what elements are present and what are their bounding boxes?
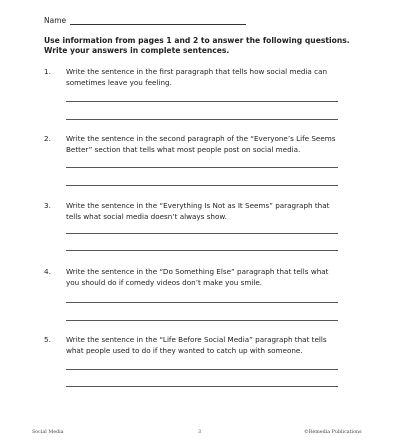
question-1 [44,66,344,88]
instructions-line-1: Use information from pages 1 and 2 to answer the following questions. [44,36,350,45]
answer-line-2b[interactable] [66,185,338,186]
question-text-line-1: Write the sentence in the “Everything Is Not as It Seems” paragraph that [66,201,330,210]
answer-line-5a[interactable] [66,369,338,370]
question-text-line-2: Better” section that tells what most people post on social media. [66,145,301,154]
page-number: 3 [198,430,202,435]
question-text-line-1: Write the sentence in the first paragraph that tells how social media can [66,67,328,76]
answer-line-5b[interactable] [66,386,338,387]
footer-title: Social Media [32,430,64,435]
question-number: 5. [44,335,51,344]
question-number: 4. [44,267,51,276]
question-2 [44,133,344,155]
answer-line-3a[interactable] [66,233,338,234]
question-text [66,66,352,88]
question-number: 1. [44,67,51,76]
footer-publisher: ©Remedia Publications [304,430,362,435]
instructions [44,36,364,56]
question-4 [44,266,344,288]
answer-line-4b[interactable] [66,320,338,321]
question-text [66,334,352,356]
question-text [66,133,352,155]
name-blank-line[interactable] [70,16,246,25]
question-text-line-2: sometimes leave you feeling. [66,78,172,87]
answer-line-1b[interactable] [66,119,338,120]
question-3 [44,200,344,222]
instructions-line-2: Write your answers in complete sentences. [44,46,230,55]
question-text [66,200,352,222]
question-text-line-1: Write the sentence in the “Do Something Else” paragraph that tells what [66,267,329,276]
question-text-line-2: what people used to do if they wanted to catch up with someone. [66,346,303,355]
answer-line-2a[interactable] [66,167,338,168]
answer-line-1a[interactable] [66,101,338,102]
answer-line-3b[interactable] [66,250,338,251]
question-text-line-2: you should do if comedy videos don’t make you smile. [66,278,263,287]
question-text [66,266,352,288]
name-field-row [44,16,246,25]
question-text-line-2: tells what social media doesn’t always show. [66,212,227,221]
answer-line-4a[interactable] [66,302,338,303]
name-label: Name [44,16,67,25]
question-number: 2. [44,134,51,143]
question-5 [44,334,344,356]
question-text-line-1: Write the sentence in the “Life Before Social Media” paragraph that tells [66,335,327,344]
question-number: 3. [44,201,51,210]
question-text-line-1: Write the sentence in the second paragraph of the “Everyone’s Life Seems [66,134,336,143]
